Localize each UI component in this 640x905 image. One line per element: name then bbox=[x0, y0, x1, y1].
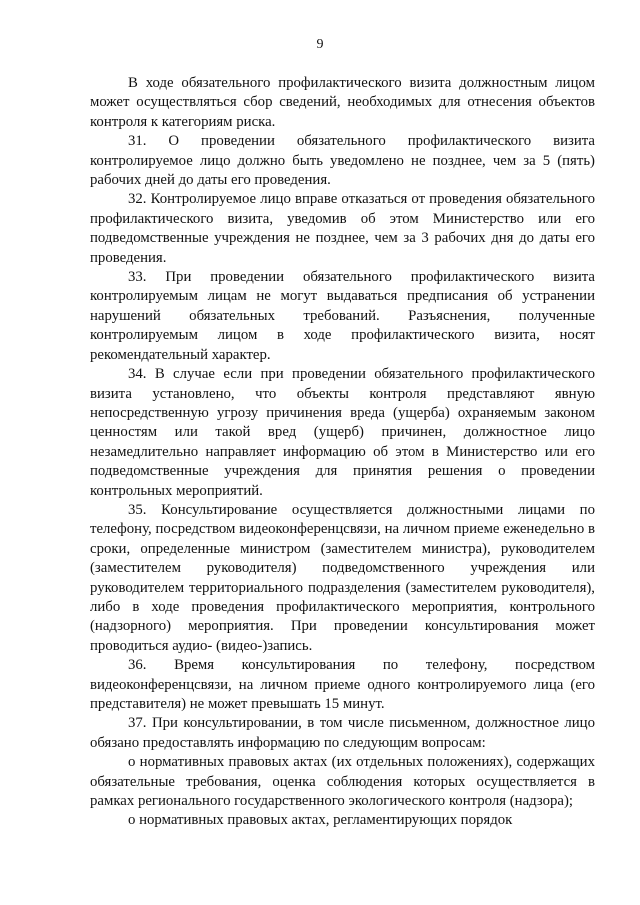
paragraph-item-37: 37. При консультировании, в том числе письменном, должностное лицо обязано предоставлять информацию по следующим вопросам: bbox=[90, 715, 595, 751]
paragraph-item-35: 35. Консультирование осуществляется должностными лицами по телефону, посредством видеоконференцсвязи, на личном приеме еженедельно в сроки, определенные министром (заместителем министра), руководителем (заместителем руководителя) подведомственного учреждения или руководителем территориального подразделения (заместителем руководителя), либо в ходе проведения профилактического мероприятия, контрольного (надзорного) мероприятия. При проведении консультирования может проводиться аудио- (видео-)запись. bbox=[90, 501, 595, 654]
paragraph-item-31: 31. О проведении обязательного профилактического визита контролируемое лицо должно быть уведомлено не позднее, чем за 5 (пять) рабочих дней до даты его проведения. bbox=[90, 133, 595, 189]
paragraph-item-33: 33. При проведении обязательного профилактического визита контролируемым лицам не могут выдаваться предписания об устранении нарушений обязательных требований. Разъяснения, полученные контролируемым лицом в ходе профилактического визита, носят рекомендательный характер. bbox=[90, 269, 595, 363]
document-body bbox=[90, 74, 595, 831]
paragraph-item-34: 34. В случае если при проведении обязательного профилактического визита установлено, что объекты контроля представляют явную непосредственную угрозу причинения вреда (ущерба) охраняемым законом ценностям или такой вред (ущерб) причинен, должностное лицо незамедлительно направляет информацию об этом в Министерство или его подведомственные учреждения для принятия решения о проведении контрольных мероприятий. bbox=[90, 366, 595, 499]
paragraph-item-36: 36. Время консультирования по телефону, посредством видеоконференцсвязи, на личном приеме одного контролируемого лица (его представителя) не может превышать 15 минут. bbox=[90, 657, 595, 712]
list-item: о нормативных правовых актах, регламентирующих порядок bbox=[128, 812, 513, 829]
page-number: 9 bbox=[316, 37, 324, 52]
paragraph-item-32: 32. Контролируемое лицо вправе отказаться от проведения обязательного профилактического визита, уведомив об этом Министерство или его подведомственные учреждения не позднее, чем за 3 рабочих дня до даты его проведения. bbox=[90, 191, 595, 266]
paragraph: В ходе обязательного профилактического визита должностным лицом может осуществляться сбор сведений, необходимых для отнесения объектов контроля к категориям риска. bbox=[90, 75, 595, 130]
list-item: о нормативных правовых актах (их отдельных положениях), содержащих обязательные требования, оценка соблюдения которых осуществляется в рамках регионального государственного экологического контроля (надзора); bbox=[90, 754, 595, 810]
